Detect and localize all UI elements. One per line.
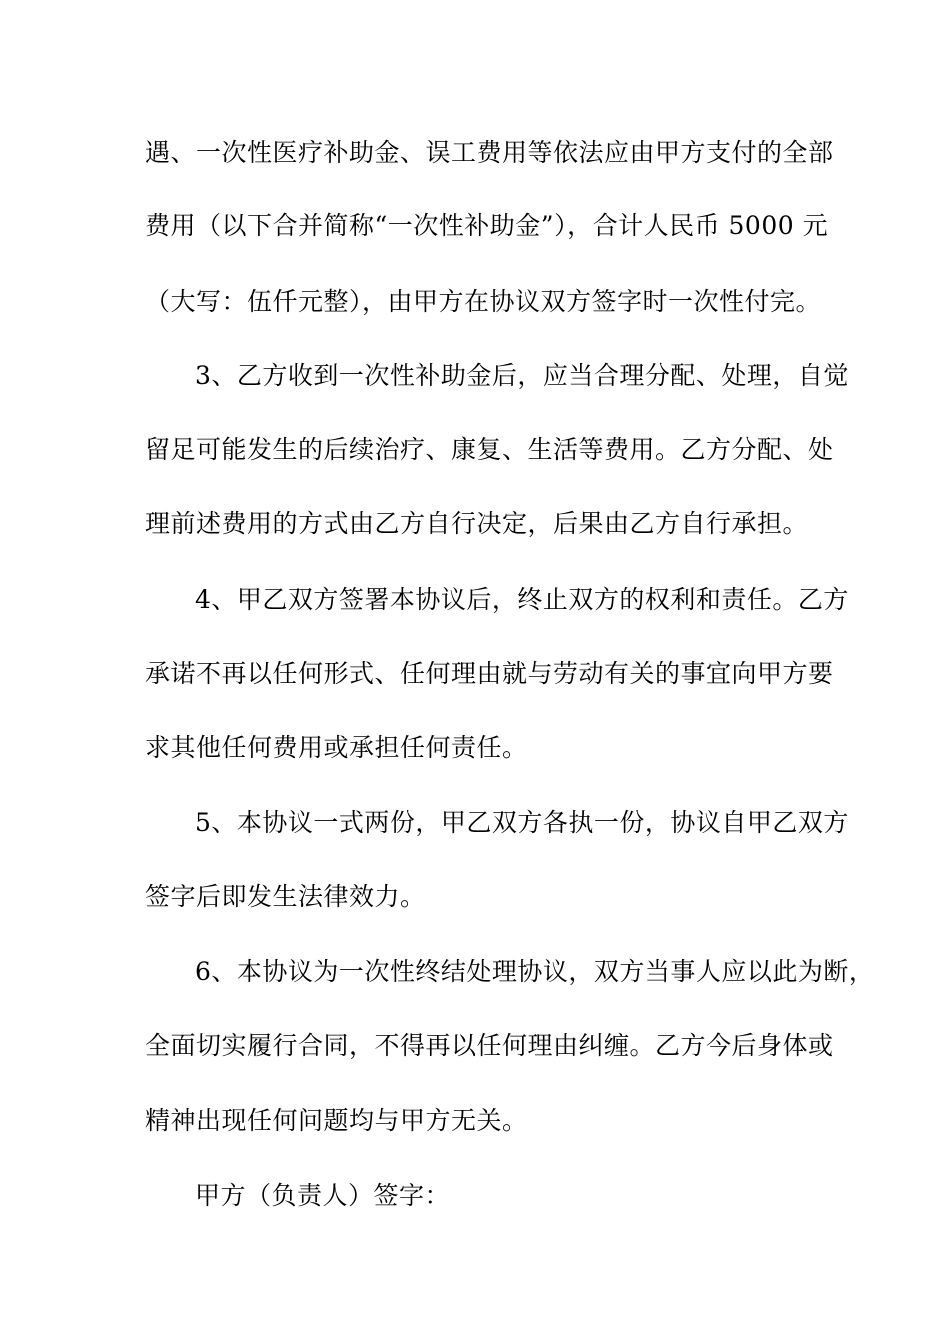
text-line-3: （大写：伍仟元整），由甲方在协议双方签字时一次性付完。 [145, 287, 822, 316]
clause-4-line-2: 承诺不再以任何形式、任何理由就与劳动有关的事宜向甲方要 [145, 659, 834, 688]
clause-4-line-1: 4、甲乙双方签署本协议后，终止双方的权利和责任。乙方 [195, 585, 849, 614]
clause-3-line-3: 理前述费用的方式由乙方自行决定，后果由乙方自行承担。 [145, 509, 809, 538]
clause-6-line-1: 6、本协议为一次性终结处理协议，双方当事人应以此为断， [195, 957, 875, 986]
clause-4-line-3: 求其他任何费用或承担任何责任。 [145, 733, 528, 762]
text-line-2: 费用（以下合并简称“一次性补助金”），合计人民币 5000 元 [145, 211, 829, 240]
clause-6-line-2: 全面切实履行合同，不得再以任何理由纠缠。乙方今后身体或 [145, 1031, 834, 1060]
clause-5-line-1: 5、本协议一式两份，甲乙双方各执一份，协议自甲乙双方 [195, 808, 849, 837]
party-a-signature-label: 甲方（负责人）签字： [195, 1181, 451, 1210]
text-line-1: 遇、一次性医疗补助金、误工费用等依法应由甲方支付的全部 [145, 138, 834, 167]
clause-3-line-2: 留足可能发生的后续治疗、康复、生活等费用。乙方分配、处 [145, 435, 834, 464]
clause-3-line-1: 3、乙方收到一次性补助金后，应当合理分配、处理，自觉 [195, 361, 849, 390]
clause-6-line-3: 精神出现任何问题均与甲方无关。 [145, 1106, 528, 1135]
clause-5-line-2: 签字后即发生法律效力。 [145, 882, 426, 911]
